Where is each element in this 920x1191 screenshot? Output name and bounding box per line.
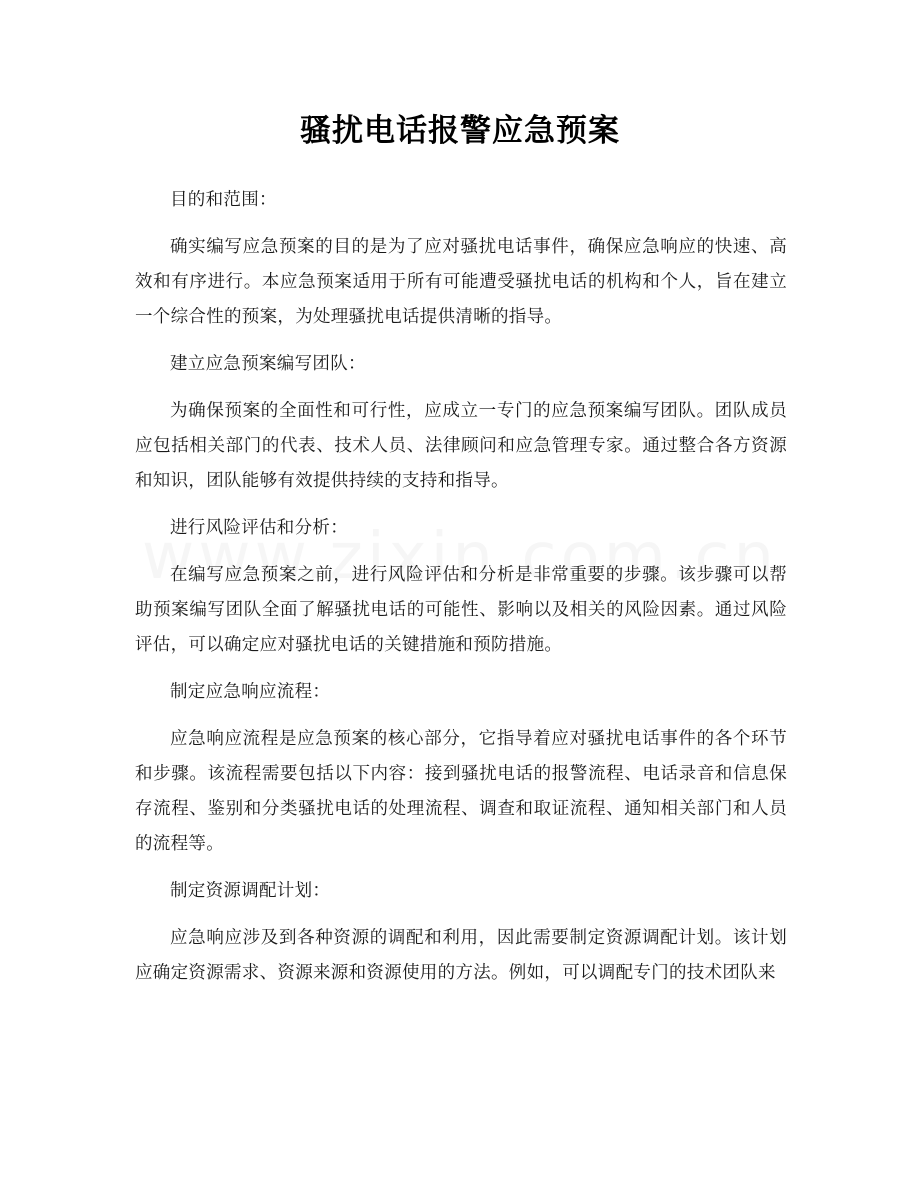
section-paragraph: 为确保预案的全面性和可行性，应成立一专门的应急预案编写团队。团队成员应包括相关部门的代表、技术人员、法律顾问和应急管理专家。通过整合各方资源和知识，团队能够有效提供持续的支持和指导。	[135, 401, 787, 491]
section-purpose-scope	[135, 183, 787, 335]
section-paragraph: 应急响应涉及到各种资源的调配和利用，因此需要制定资源调配计划。该计划应确定资源需求、资源来源和资源使用的方法。例如，可以调配专门的技术团队来	[135, 928, 787, 983]
section-heading: 制定应急响应流程：	[170, 682, 331, 702]
section-response-process	[135, 675, 787, 862]
document-title: 骚扰电话报警应急预案	[300, 113, 620, 149]
section-paragraph: 确实编写应急预案的目的是为了应对骚扰电话事件，确保应急响应的快速、高效和有序进行。本应急预案适用于所有可能遭受骚扰电话的机构和个人，旨在建立一个综合性的预案，为处理骚扰电话提供清晰的指导。	[135, 237, 787, 327]
section-heading: 制定资源调配计划：	[170, 881, 331, 901]
section-heading: 建立应急预案编写团队：	[170, 354, 366, 374]
section-paragraph: 在编写应急预案之前，进行风险评估和分析是非常重要的步骤。该步骤可以帮助预案编写团队全面了解骚扰电话的可能性、影响以及相关的风险因素。通过风险评估，可以确定应对骚扰电话的关键措施和预防措施。	[135, 565, 787, 655]
section-heading: 目的和范围：	[170, 190, 277, 210]
section-heading: 进行风险评估和分析：	[170, 518, 348, 538]
section-paragraph: 应急响应流程是应急预案的核心部分，它指导着应对骚扰电话事件的各个环节和步骤。该流程需要包括以下内容：接到骚扰电话的报警流程、电话录音和信息保存流程、鉴别和分类骚扰电话的处理流程、调查和取证流程、通知相关部门和人员的流程等。	[135, 729, 787, 854]
document-body	[135, 183, 787, 1003]
section-risk-assessment	[135, 511, 787, 663]
section-team	[135, 347, 787, 499]
section-resource-plan	[135, 874, 787, 991]
